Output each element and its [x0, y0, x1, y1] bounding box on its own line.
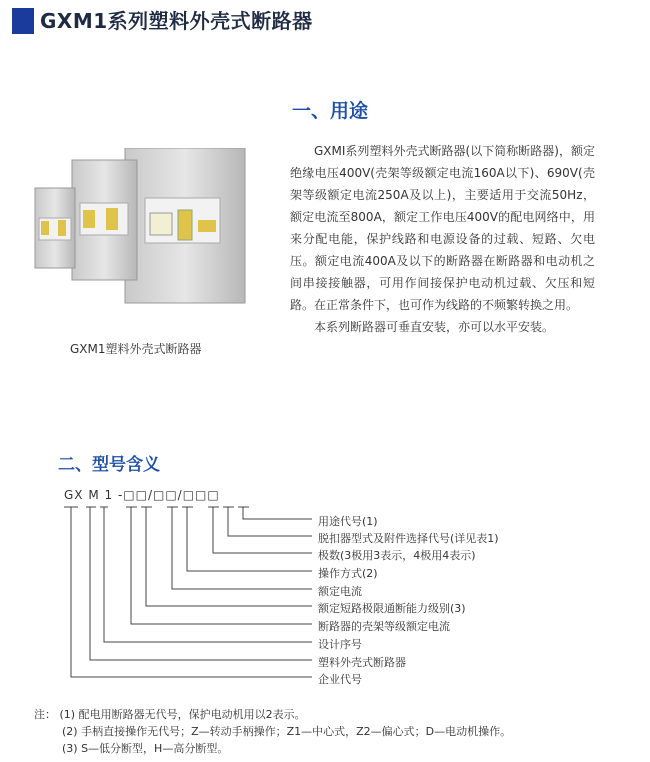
note-2: (2) 手柄直接操作无代号；Z—转动手柄操作；Z1—中心式，Z2—偏心式；D—电动机操作。: [62, 725, 512, 738]
product-photo: [30, 148, 255, 313]
legend-item-poles: 极数(3极用3表示，4极用4表示): [318, 549, 476, 562]
usage-description: [290, 140, 595, 338]
note-3: (3) S—低分断型，H—高分断型。: [62, 742, 229, 755]
usage-paragraph-2: 本系列断路器可垂直安装，亦可以水平安装。: [314, 320, 555, 334]
section-heading-usage: 一、用途: [292, 100, 369, 122]
model-code: GX M 1 -□□/□□/□□□: [64, 488, 220, 502]
legend-item-enterprise-code: 企业代号: [318, 673, 362, 686]
legend-item-operation-mode: 操作方式(2): [318, 567, 378, 580]
page-title: GXM1系列塑料外壳式断路器: [40, 9, 313, 33]
photo-caption: GXM1塑料外壳式断路器: [70, 342, 202, 356]
note-1: 注： (1) 配电用断路器无代号，保护电动机用以2表示。: [34, 708, 306, 721]
legend-item-usage-code: 用途代号(1): [318, 515, 378, 528]
notes-prefix: 注：: [34, 708, 56, 721]
legend-item-rated-current: 额定电流: [318, 585, 362, 598]
legend-item-molded-case: 塑料外壳式断路器: [318, 656, 406, 669]
legend-item-release-type: 脱扣器型式及附件选择代号(详见表1): [318, 532, 499, 545]
legend-item-breaking-capacity: 额定短路极限通断能力级别(3): [318, 602, 466, 615]
notes: [34, 706, 511, 757]
title-color-block: [12, 8, 34, 34]
usage-paragraph-1: GXMI系列塑料外壳式断路器(以下简称断路器)，额定绝缘电压400V(壳架等级额定电流160A以下)、690V(壳架等级额定电流250A及以上)，主要适用于交流50Hz，额定电流至800A，额定工作电压400V的配电网络中，用来分配电能，保护线路和电源设备的过载、短路、欠电压。额定电流400A及以下的断路器在断路器和电动机之间串接接触器，可用作间接保护电动机过载、欠压和短路。在正常条件下，也可作为线路的不频繁转换之用。: [290, 144, 595, 312]
section-heading-model: 二、型号含义: [58, 455, 160, 475]
legend-item-frame-current: 断路器的壳架等级额定电流: [318, 620, 450, 633]
legend-item-design-number: 设计序号: [318, 638, 362, 651]
